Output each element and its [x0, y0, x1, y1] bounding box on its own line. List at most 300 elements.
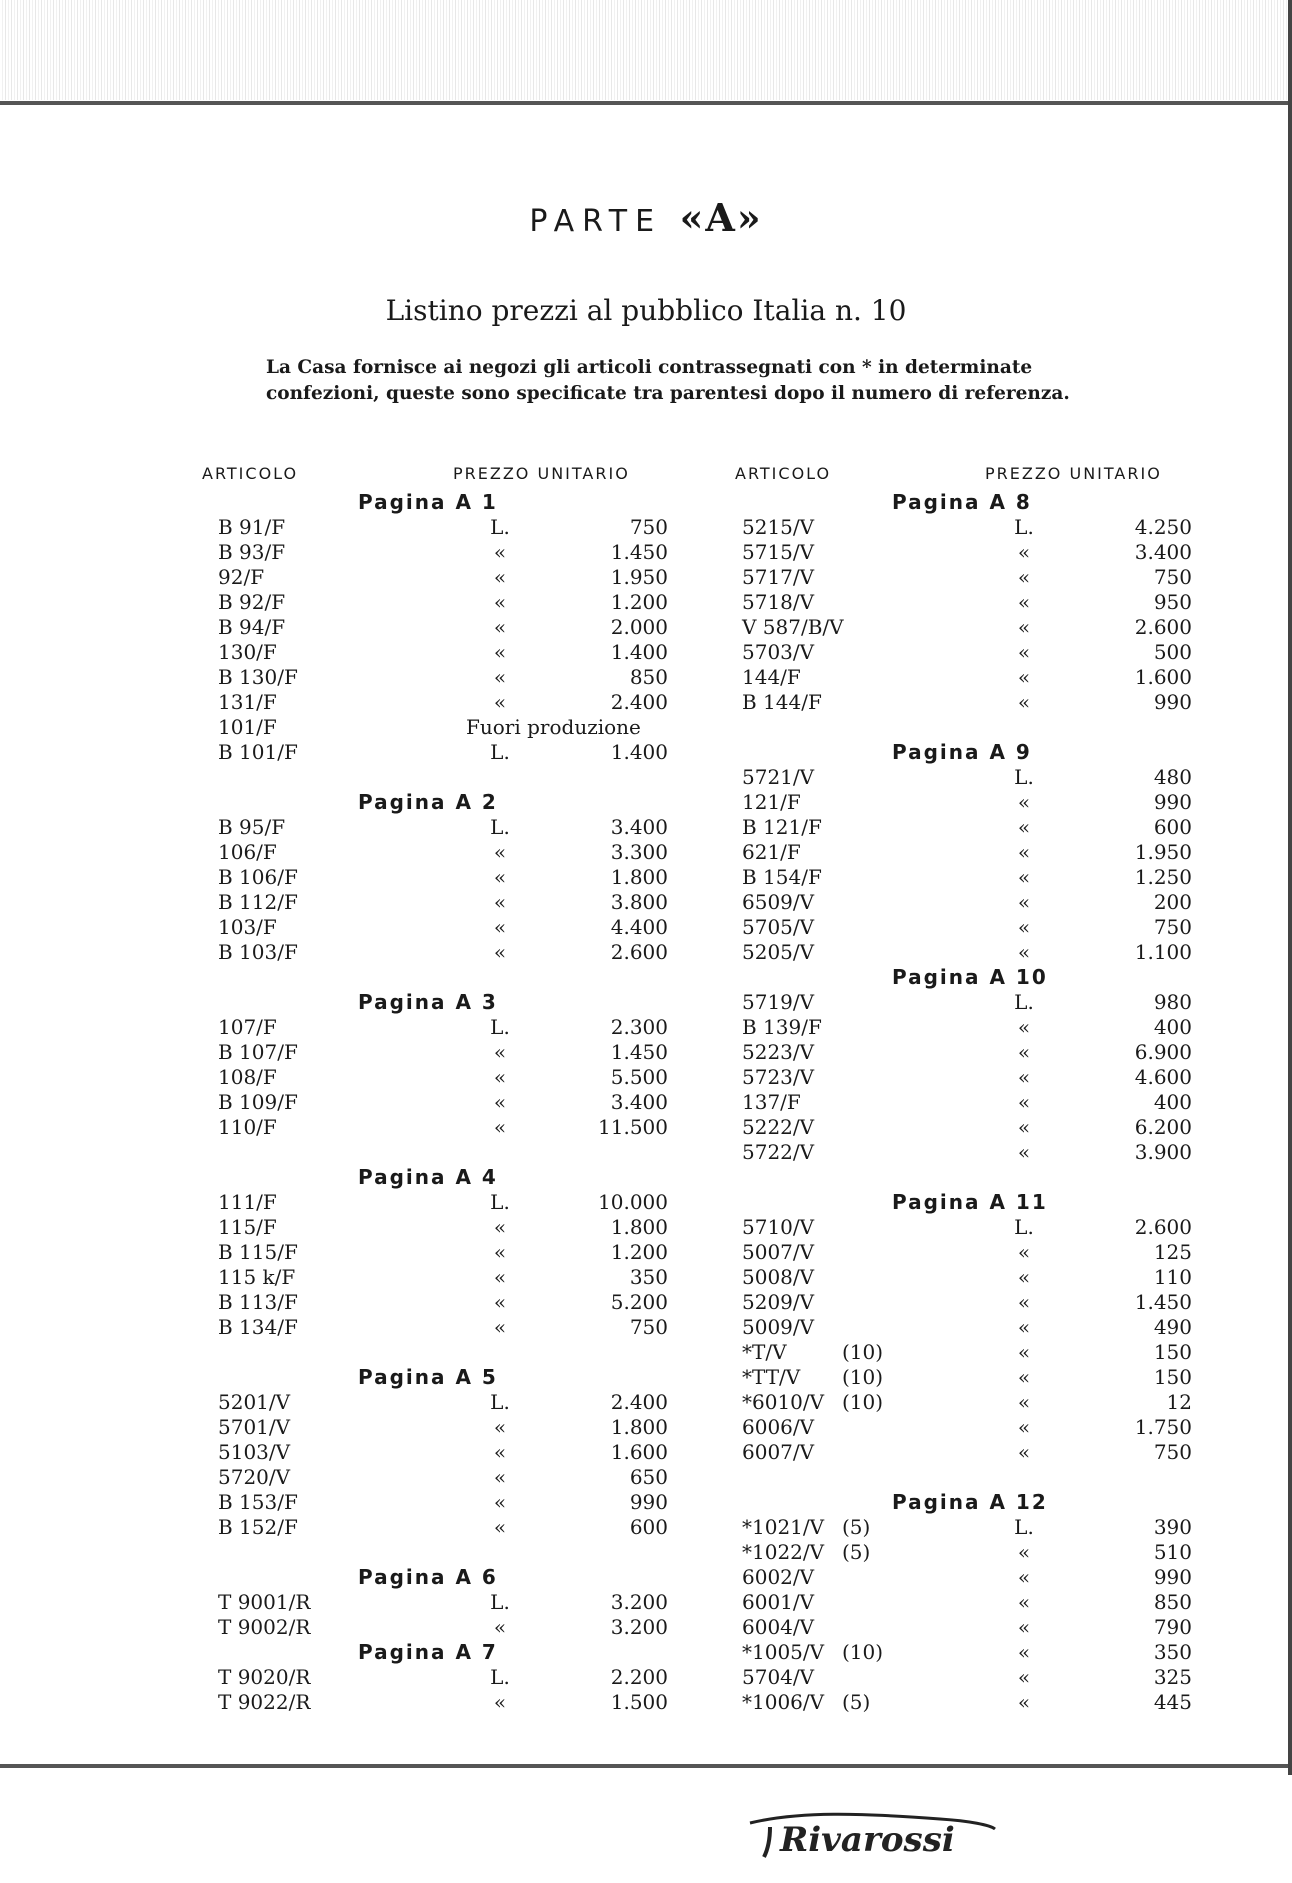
currency-mark: «: [1017, 1015, 1031, 1039]
currency-mark: L.: [1014, 765, 1034, 789]
unit-price: 1.400: [610, 640, 668, 664]
unit-price: 110: [1153, 1265, 1192, 1289]
currency-mark: L.: [490, 1590, 510, 1614]
unit-price: 3.200: [610, 1590, 668, 1614]
pack-quantity: (5): [842, 1540, 871, 1564]
page-section-header: [218, 990, 668, 1015]
currency-mark: «: [493, 590, 507, 614]
article-code: 5721/V: [742, 765, 815, 789]
currency-mark: «: [493, 1615, 507, 1639]
article-code: *1005/V: [742, 1640, 825, 1664]
currency-mark: L.: [1014, 990, 1034, 1014]
price-row: [218, 1115, 668, 1140]
page-section-header: [218, 1640, 668, 1665]
price-row: [218, 840, 668, 865]
right-price-header: PREZZO UNITARIO: [985, 464, 1162, 483]
price-row: [218, 565, 668, 590]
currency-mark: «: [1017, 590, 1031, 614]
title-prefix: PARTE: [529, 204, 663, 239]
price-row: [742, 565, 1192, 590]
price-row: [742, 640, 1192, 665]
currency-mark: «: [1017, 890, 1031, 914]
unit-price: 1.950: [610, 565, 668, 589]
pack-quantity: (10): [842, 1340, 884, 1364]
article-code: 5718/V: [742, 590, 815, 614]
article-code: B 115/F: [218, 1240, 298, 1264]
article-code: *1021/V: [742, 1515, 825, 1539]
unit-price: 1.450: [610, 1040, 668, 1064]
top-rule: [0, 101, 1292, 105]
article-code: 5201/V: [218, 1390, 291, 1414]
currency-mark: «: [493, 540, 507, 564]
currency-mark: «: [1017, 1565, 1031, 1589]
page-section-header: [218, 790, 668, 815]
row-spacer: [218, 1540, 668, 1565]
currency-mark: «: [1017, 1340, 1031, 1364]
right-price-column: [742, 490, 1192, 1715]
unit-price: 490: [1153, 1315, 1192, 1339]
page-section-header: [218, 490, 668, 515]
article-code: B 93/F: [218, 540, 286, 564]
currency-mark: «: [1017, 1365, 1031, 1389]
article-code: T 9001/R: [218, 1590, 311, 1614]
currency-mark: «: [493, 840, 507, 864]
currency-mark: L.: [1014, 1515, 1034, 1539]
price-row: [742, 1265, 1192, 1290]
price-row: [218, 1315, 668, 1340]
unit-price: 3.900: [1134, 1140, 1192, 1164]
article-code: B 154/F: [742, 865, 822, 889]
currency-mark: L.: [490, 815, 510, 839]
unit-price: 10.000: [598, 1190, 668, 1214]
price-row: [218, 1490, 668, 1515]
title-letter: «A»: [679, 195, 763, 240]
page-section-header: [218, 1565, 668, 1590]
price-row: [218, 590, 668, 615]
currency-mark: «: [1017, 915, 1031, 939]
article-code: 101/F: [218, 715, 277, 739]
unit-price: 990: [1153, 690, 1192, 714]
price-row: [218, 715, 668, 740]
currency-mark: «: [1017, 615, 1031, 639]
unit-price: 1.250: [1134, 865, 1192, 889]
unit-price: 6.900: [1134, 1040, 1192, 1064]
page-section-header: [742, 965, 1192, 990]
currency-mark: «: [1017, 690, 1031, 714]
pack-quantity: (5): [842, 1515, 871, 1539]
currency-mark: L.: [490, 1665, 510, 1689]
row-spacer: [218, 965, 668, 990]
unit-price: 3.200: [610, 1615, 668, 1639]
article-code: 121/F: [742, 790, 801, 814]
currency-mark: «: [493, 615, 507, 639]
currency-mark: «: [493, 1265, 507, 1289]
currency-mark: «: [1017, 665, 1031, 689]
unit-price: 990: [1153, 790, 1192, 814]
currency-mark: «: [493, 1115, 507, 1139]
brand-wordmark: Rivarossi: [780, 1820, 955, 1860]
article-code: 5710/V: [742, 1215, 815, 1239]
article-code: 108/F: [218, 1065, 277, 1089]
unit-price: 4.400: [610, 915, 668, 939]
price-row: [742, 1040, 1192, 1065]
unit-price: 2.400: [610, 1390, 668, 1414]
article-code: 111/F: [218, 1190, 277, 1214]
currency-mark: «: [1017, 1115, 1031, 1139]
article-code: B 121/F: [742, 815, 822, 839]
article-code: B 152/F: [218, 1515, 298, 1539]
price-row: [742, 915, 1192, 940]
pack-quantity: (10): [842, 1640, 884, 1664]
currency-mark: «: [1017, 1240, 1031, 1264]
price-row: [218, 940, 668, 965]
article-code: 103/F: [218, 915, 277, 939]
currency-mark: «: [1017, 815, 1031, 839]
price-row: [218, 1465, 668, 1490]
price-row: [218, 865, 668, 890]
price-row: [742, 1390, 1192, 1415]
article-code: *TT/V: [742, 1365, 801, 1389]
price-row: [218, 1015, 668, 1040]
article-code: 92/F: [218, 565, 265, 589]
unit-price: 1.800: [610, 1415, 668, 1439]
article-code: 5209/V: [742, 1290, 815, 1314]
row-spacer: [218, 765, 668, 790]
section-header-label: Pagina A 6: [358, 1565, 498, 1589]
currency-mark: «: [1017, 1290, 1031, 1314]
price-row: [742, 990, 1192, 1015]
row-spacer: [742, 1465, 1192, 1490]
price-row: [218, 1590, 668, 1615]
article-code: 5723/V: [742, 1065, 815, 1089]
left-article-header: ARTICOLO: [202, 464, 299, 483]
price-row: [742, 1290, 1192, 1315]
currency-mark: L.: [490, 515, 510, 539]
article-code: 110/F: [218, 1115, 277, 1139]
price-row: [218, 1665, 668, 1690]
unit-price: 3.800: [610, 890, 668, 914]
unit-price: 980: [1153, 990, 1192, 1014]
unit-price: 1.500: [610, 1690, 668, 1714]
article-code: 5719/V: [742, 990, 815, 1014]
currency-mark: «: [493, 1415, 507, 1439]
price-row: [742, 1215, 1192, 1240]
price-row: [218, 915, 668, 940]
row-spacer: [742, 1165, 1192, 1190]
section-header-label: Pagina A 4: [358, 1165, 498, 1189]
article-code: *1006/V: [742, 1690, 825, 1714]
unit-price: 150: [1153, 1340, 1192, 1364]
unit-price: 325: [1153, 1665, 1192, 1689]
page-title: [0, 195, 1292, 240]
article-code: B 94/F: [218, 615, 286, 639]
section-header-label: Pagina A 11: [892, 1190, 1048, 1214]
page-section-header: [742, 740, 1192, 765]
currency-mark: «: [493, 890, 507, 914]
unit-price: 1.100: [1134, 940, 1192, 964]
currency-mark: «: [1017, 1315, 1031, 1339]
price-row: [218, 740, 668, 765]
price-row: [742, 1540, 1192, 1565]
intro-paragraph: [266, 355, 1116, 407]
unit-price: 990: [1153, 1565, 1192, 1589]
row-spacer: [742, 715, 1192, 740]
price-row: [742, 815, 1192, 840]
rivarossi-logo: [740, 1805, 1000, 1865]
unit-price: 1.200: [610, 1240, 668, 1264]
currency-mark: «: [1017, 1390, 1031, 1414]
page-section-header: [218, 1165, 668, 1190]
price-row: [742, 1415, 1192, 1440]
currency-mark: «: [1017, 1640, 1031, 1664]
section-header-label: Pagina A 10: [892, 965, 1048, 989]
price-row: [742, 515, 1192, 540]
article-code: 5715/V: [742, 540, 815, 564]
unit-price: 750: [629, 1315, 668, 1339]
price-row: [742, 1590, 1192, 1615]
price-row: [742, 865, 1192, 890]
right-article-header: ARTICOLO: [735, 464, 832, 483]
article-code: B 134/F: [218, 1315, 298, 1339]
unit-price: 125: [1153, 1240, 1192, 1264]
article-code: 5007/V: [742, 1240, 815, 1264]
unit-price: 390: [1153, 1515, 1192, 1539]
unit-price: 950: [1153, 590, 1192, 614]
article-code: 5205/V: [742, 940, 815, 964]
article-code: *1022/V: [742, 1540, 825, 1564]
currency-mark: «: [1017, 840, 1031, 864]
intro-line: La Casa fornisce ai negozi gli articoli contrassegnati con * in determinate: [266, 357, 1033, 378]
unit-price: 1.450: [610, 540, 668, 564]
unit-price: 1.400: [610, 740, 668, 764]
currency-mark: «: [1017, 1615, 1031, 1639]
currency-mark: «: [493, 1290, 507, 1314]
currency-mark: «: [493, 665, 507, 689]
article-code: B 153/F: [218, 1490, 298, 1514]
unit-price: 2.300: [610, 1015, 668, 1039]
price-row: [218, 690, 668, 715]
page-section-header: [742, 1190, 1192, 1215]
left-price-column: [218, 490, 668, 1715]
article-code: B 113/F: [218, 1290, 298, 1314]
currency-mark: «: [1017, 540, 1031, 564]
article-code: B 130/F: [218, 665, 298, 689]
unit-price: 2.400: [610, 690, 668, 714]
pack-quantity: (10): [842, 1390, 884, 1414]
price-row: [742, 765, 1192, 790]
currency-mark: «: [493, 1315, 507, 1339]
article-code: B 101/F: [218, 740, 298, 764]
currency-mark: «: [1017, 1665, 1031, 1689]
price-row: [218, 1265, 668, 1290]
price-row: [742, 690, 1192, 715]
pack-quantity: (5): [842, 1690, 871, 1714]
price-row: [742, 1015, 1192, 1040]
article-code: T 9002/R: [218, 1615, 311, 1639]
article-code: B 95/F: [218, 815, 286, 839]
article-code: 621/F: [742, 840, 801, 864]
price-row: [218, 1690, 668, 1715]
unit-price: 350: [1153, 1640, 1192, 1664]
bottom-rule: [0, 1764, 1292, 1768]
pack-quantity: (10): [842, 1365, 884, 1389]
price-row: [742, 1665, 1192, 1690]
currency-mark: «: [493, 690, 507, 714]
article-code: B 144/F: [742, 690, 822, 714]
price-row: [218, 1065, 668, 1090]
price-row: [218, 1440, 668, 1465]
article-code: 6006/V: [742, 1415, 815, 1439]
unit-price: 2.200: [610, 1665, 668, 1689]
article-code: 6002/V: [742, 1565, 815, 1589]
unit-price: 3.400: [1134, 540, 1192, 564]
unit-price: 6.200: [1134, 1115, 1192, 1139]
price-row: [218, 540, 668, 565]
currency-mark: «: [1017, 1540, 1031, 1564]
currency-mark: «: [493, 1465, 507, 1489]
unit-price: 3.400: [610, 1090, 668, 1114]
currency-mark: «: [493, 640, 507, 664]
price-row: [218, 1090, 668, 1115]
currency-mark: «: [1017, 1590, 1031, 1614]
article-code: 144/F: [742, 665, 801, 689]
unit-price: 650: [629, 1465, 668, 1489]
unit-price: 1.750: [1134, 1415, 1192, 1439]
article-code: *T/V: [742, 1340, 787, 1364]
article-code: 5717/V: [742, 565, 815, 589]
price-row: [742, 1690, 1192, 1715]
unit-price: 150: [1153, 1365, 1192, 1389]
currency-mark: «: [1017, 940, 1031, 964]
currency-mark: L.: [1014, 515, 1034, 539]
price-row: [742, 615, 1192, 640]
price-row: [218, 1215, 668, 1240]
section-header-label: Pagina A 7: [358, 1640, 498, 1664]
unit-price: 1.800: [610, 865, 668, 889]
price-row: [742, 1440, 1192, 1465]
section-header-label: Pagina A 1: [358, 490, 498, 514]
price-row: [742, 1315, 1192, 1340]
currency-mark: «: [493, 865, 507, 889]
price-row: [218, 1190, 668, 1215]
unit-price: 400: [1153, 1015, 1192, 1039]
article-code: B 92/F: [218, 590, 286, 614]
unit-price: 600: [1153, 815, 1192, 839]
unit-price: 2.000: [610, 615, 668, 639]
currency-mark: «: [493, 1440, 507, 1464]
row-spacer: [218, 1340, 668, 1365]
article-code: 5223/V: [742, 1040, 815, 1064]
currency-mark: «: [493, 940, 507, 964]
price-row: [742, 1640, 1192, 1665]
currency-mark: L.: [1014, 1215, 1034, 1239]
section-header-label: Pagina A 5: [358, 1365, 498, 1389]
article-code: 5703/V: [742, 640, 815, 664]
article-code: B 91/F: [218, 515, 286, 539]
price-row: [218, 1240, 668, 1265]
currency-mark: «: [1017, 1415, 1031, 1439]
price-row: [218, 1290, 668, 1315]
section-header-label: Pagina A 3: [358, 990, 498, 1014]
currency-mark: «: [493, 1065, 507, 1089]
section-header-label: Pagina A 2: [358, 790, 498, 814]
unit-price: 4.250: [1134, 515, 1192, 539]
unit-price: 750: [1153, 565, 1192, 589]
unit-price: 790: [1153, 1615, 1192, 1639]
price-row: [742, 1515, 1192, 1540]
currency-mark: L.: [490, 1390, 510, 1414]
currency-mark: «: [493, 1090, 507, 1114]
currency-mark: «: [1017, 865, 1031, 889]
article-code: B 112/F: [218, 890, 298, 914]
unit-price: 750: [1153, 1440, 1192, 1464]
price-row: [218, 890, 668, 915]
unit-price: 990: [629, 1490, 668, 1514]
article-code: T 9022/R: [218, 1690, 311, 1714]
unit-price: 1.600: [610, 1440, 668, 1464]
article-code: *6010/V: [742, 1390, 825, 1414]
price-row: [218, 1515, 668, 1540]
price-row: [218, 615, 668, 640]
section-header-label: Pagina A 8: [892, 490, 1032, 514]
price-row: [218, 515, 668, 540]
currency-mark: «: [1017, 790, 1031, 814]
unit-price: 5.200: [610, 1290, 668, 1314]
unit-price: 1.200: [610, 590, 668, 614]
price-row: [742, 940, 1192, 965]
article-code: 107/F: [218, 1015, 277, 1039]
price-row: [742, 1090, 1192, 1115]
article-code: 6004/V: [742, 1615, 815, 1639]
unit-price: 4.600: [1134, 1065, 1192, 1089]
currency-mark: «: [493, 1515, 507, 1539]
price-row: [218, 1390, 668, 1415]
unit-price: 2.600: [1134, 1215, 1192, 1239]
price-row: [742, 1565, 1192, 1590]
price-list-subtitle: Listino prezzi al pubblico Italia n. 10: [385, 294, 907, 327]
unit-price: 510: [1153, 1540, 1192, 1564]
article-code: 5722/V: [742, 1140, 815, 1164]
page-section-header: [218, 1365, 668, 1390]
currency-mark: «: [1017, 1265, 1031, 1289]
unit-price: 3.400: [610, 815, 668, 839]
unit-price: 5.500: [610, 1065, 668, 1089]
article-code: 6001/V: [742, 1590, 815, 1614]
currency-mark: «: [493, 915, 507, 939]
article-code: B 107/F: [218, 1040, 298, 1064]
article-code: 6509/V: [742, 890, 815, 914]
unit-price: 850: [1153, 1590, 1192, 1614]
price-row: [742, 1340, 1192, 1365]
article-code: 5720/V: [218, 1465, 291, 1489]
article-code: 5222/V: [742, 1115, 815, 1139]
article-code: 5701/V: [218, 1415, 291, 1439]
price-row: [218, 1040, 668, 1065]
currency-mark: L.: [490, 1015, 510, 1039]
unit-price: 750: [629, 515, 668, 539]
production-note: Fuori produzione: [466, 715, 641, 739]
currency-mark: «: [1017, 1140, 1031, 1164]
price-row: [742, 590, 1192, 615]
price-row: [742, 665, 1192, 690]
unit-price: 12: [1166, 1390, 1192, 1414]
article-code: B 139/F: [742, 1015, 822, 1039]
row-spacer: [218, 1140, 668, 1165]
section-header-label: Pagina A 12: [892, 1490, 1048, 1514]
article-code: 137/F: [742, 1090, 801, 1114]
unit-price: 2.600: [1134, 615, 1192, 639]
currency-mark: «: [493, 565, 507, 589]
